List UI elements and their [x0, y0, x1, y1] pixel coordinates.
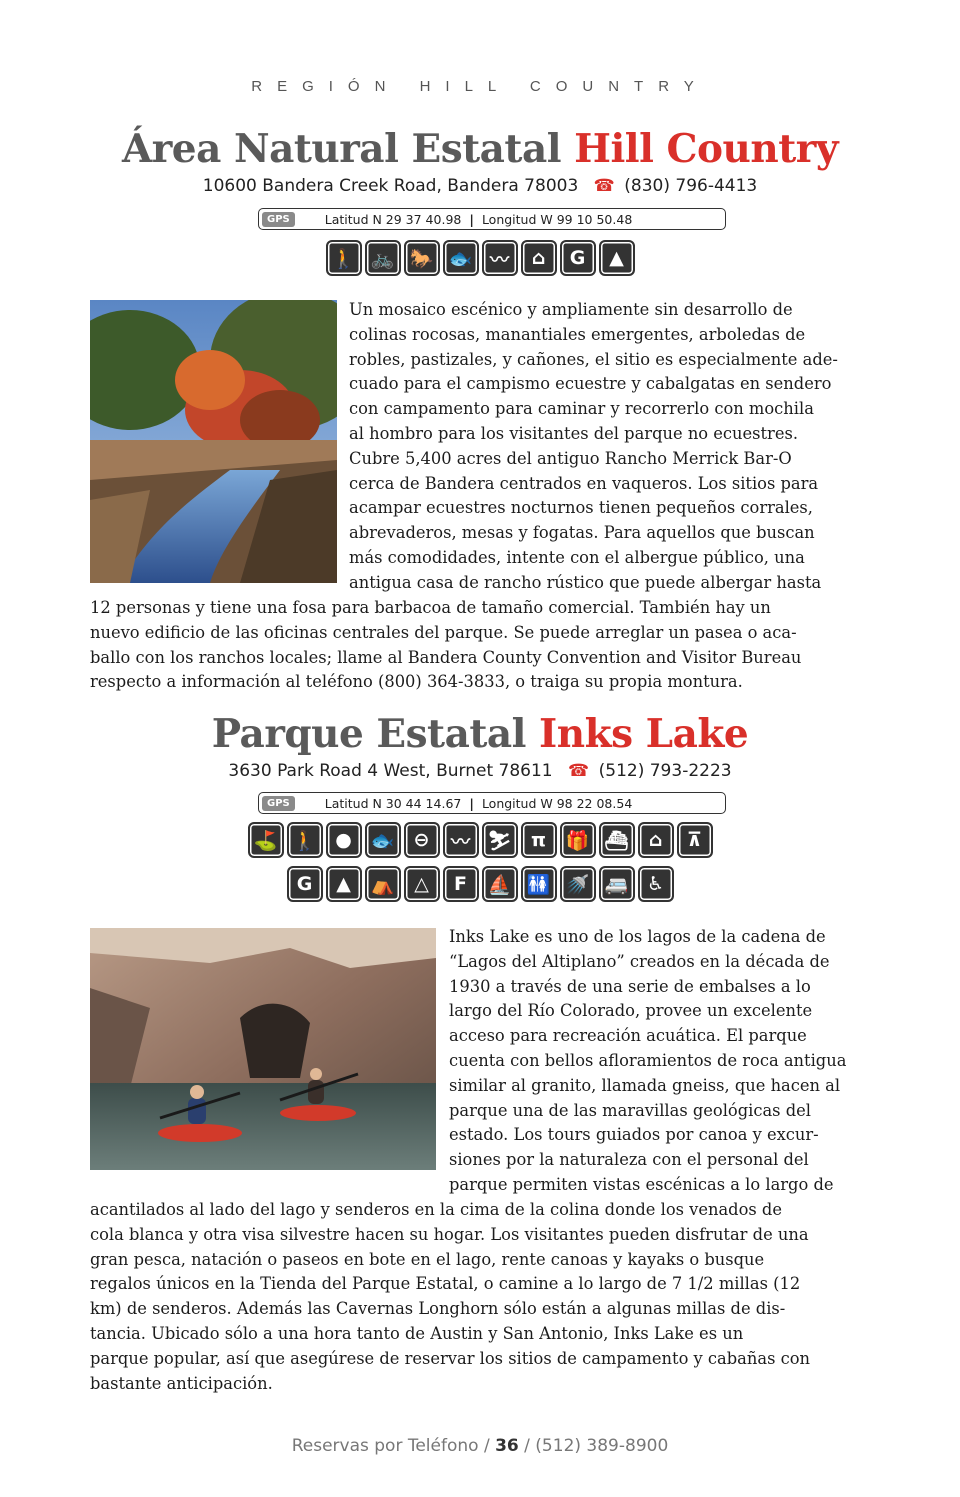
- text-line: largo del Río Colorado, provee un excelente: [449, 1001, 813, 1021]
- text-line: parque popular, así que asegúrese de reservar los sitios de campamento y cabañas con: [90, 1348, 811, 1368]
- park1-address: 10600 Bandera Creek Road, Bandera 78003: [202, 176, 579, 196]
- park2-amenities-row2: [0, 866, 960, 902]
- park1-title-main: Área Natural Estatal: [122, 126, 562, 172]
- footer-phone: / (512) 389-8900: [524, 1436, 669, 1456]
- text-line: cerca de Bandera centrados en vaqueros. Los sitios para: [349, 473, 819, 493]
- primitive-camping-icon: ▲: [599, 240, 635, 276]
- boat-ramp-icon: ⊖: [404, 822, 440, 858]
- text-line: siones por la naturaleza con el personal del: [449, 1150, 809, 1170]
- page-number: 36: [495, 1436, 519, 1456]
- park1-latitude: Latitud N 29 37 40.98: [324, 211, 462, 227]
- text-line: acampar ecuestres nocturnos tienen pequeños corrales,: [349, 498, 813, 518]
- equestrian-camping-icon: ⌂: [521, 240, 557, 276]
- phone-icon: ☎: [568, 761, 590, 781]
- park1-photo: [90, 300, 337, 583]
- text-line: acantilados al lado del lago y senderos en la cima de la colina donde los venados de: [90, 1200, 782, 1219]
- text-line: gran pesca, natación o paseos en bote en el lago, rente canoas y kayaks o busque: [90, 1249, 765, 1269]
- picnic-icon: π: [521, 822, 557, 858]
- park1-title-accent: Hill Country: [574, 126, 838, 172]
- region-header: REGIÓN HILL COUNTRY: [251, 78, 709, 95]
- text-line: Un mosaico escénico y ampliamente sin desarrollo de: [349, 300, 793, 319]
- text-line: ballo con los ranchos locales; llame al Bandera County Convention and Visitor Bureau: [90, 647, 802, 667]
- text-line: más comodidades, intente con el albergue público, una: [349, 547, 805, 567]
- rv-dump-station-icon: 🚐: [599, 866, 635, 902]
- text-line: 1930 a través de una serie de embalses a lo: [449, 976, 811, 996]
- park2-latitude: Latitud N 30 44 14.67: [324, 795, 462, 811]
- text-line: colinas rocosas, manantiales emergentes, arboledas de: [349, 324, 806, 344]
- text-line: antigua casa de rancho rústico que puede albergar hasta: [349, 572, 822, 592]
- showers-icon: 🚿: [560, 866, 596, 902]
- text-line: cuenta con bellos afloramientos de roca antigua: [449, 1050, 847, 1070]
- phone-icon: ☎: [593, 176, 615, 196]
- restrooms-icon: 🚻: [521, 866, 557, 902]
- text-line: acceso para recreación acuática. El parque: [449, 1026, 807, 1046]
- text-line: abrevaderos, mesas y fogatas. Para aquellos que buscan: [349, 523, 815, 543]
- page-footer: [0, 1436, 960, 1456]
- golf-icon: ⛳: [248, 822, 284, 858]
- park2-gps-bar: GPS Latitud N 30 44 14.67 | Longitud W 98 22 08.54: [258, 792, 726, 814]
- water-skiing-icon: ⛷: [482, 822, 518, 858]
- park2-title: [0, 711, 960, 757]
- text-line: parque una de las maravillas geológicas del: [449, 1100, 811, 1120]
- park1-gps-bar: GPS Latitud N 29 37 40.98 | Longitud W 99 10 50.48: [258, 208, 726, 230]
- park1-text-block-2: [90, 596, 801, 695]
- gift-shop-icon: 🎁: [560, 822, 596, 858]
- text-line: km) de senderos. Además las Cavernas Longhorn sólo están a algunas millas de dis-: [90, 1299, 786, 1319]
- group-picnic-icon: ⊼: [677, 822, 713, 858]
- park2-title-main: Parque Estatal: [211, 711, 526, 757]
- park2-text-block-1: [449, 925, 846, 1198]
- hiking-icon: 🚶: [287, 822, 323, 858]
- park1-title: [0, 126, 960, 172]
- footer-prefix: Reservas por Teléfono /: [291, 1436, 490, 1456]
- canoe-rental-icon: ⛵: [482, 866, 518, 902]
- primitive-camping-icon: ▲: [326, 866, 362, 902]
- horseback-riding-icon: 🐎: [404, 240, 440, 276]
- park2-amenities-row1: [0, 822, 960, 858]
- gps-icon: GPS: [262, 212, 295, 227]
- park1-address-line: [0, 176, 960, 196]
- text-line: parque permiten vistas escénicas a lo largo de: [449, 1174, 834, 1194]
- park2-address-line: [0, 761, 960, 781]
- text-line: cuado para el campismo ecuestre y cabalgatas en sendero: [349, 374, 832, 394]
- walk-in-camping-icon: △: [404, 866, 440, 902]
- group-lodge-icon: G: [287, 866, 323, 902]
- text-line: con campamento para caminar y recorrerlo con mochila: [349, 399, 814, 419]
- park2-address: 3630 Park Road 4 West, Burnet 78611: [228, 761, 553, 781]
- geocaching-icon: ●: [326, 822, 362, 858]
- text-line: regalos únicos en la Tienda del Parque Estatal, o camine a lo largo de 7 1/2 millas (12: [90, 1274, 801, 1294]
- fishing-icon: 🐟: [443, 240, 479, 276]
- park1-text-block-1: [349, 298, 838, 596]
- text-line: cola blanca y otra visa silvestre hacen su hogar. Los visitantes pueden disfrutar de una: [90, 1224, 809, 1244]
- biking-icon: 🚲: [365, 240, 401, 276]
- park1-amenities: [0, 240, 960, 276]
- swimming-icon: 〰: [443, 822, 479, 858]
- park2-text-block-2: [90, 1198, 810, 1396]
- park1-phone: (830) 796-4413: [624, 176, 758, 196]
- text-line: estado. Los tours guiados por canoa y excur-: [449, 1125, 819, 1145]
- text-line: tancia. Ubicado sólo a una hora tanto de Austin y San Antonio, Inks Lake es un: [90, 1323, 744, 1343]
- text-line: robles, pastizales, y cañones, el sitio es especialmente ade-: [349, 349, 838, 369]
- park2-title-accent: Inks Lake: [539, 711, 749, 757]
- text-line: similar al granito, llamada gneiss, que hacen al: [449, 1075, 841, 1095]
- park2-phone: (512) 793-2223: [598, 761, 732, 781]
- text-line: respecto a información al teléfono (800) 364-3833, o traiga su propia montura.: [90, 672, 743, 692]
- gps-icon: GPS: [262, 796, 295, 811]
- accessible-icon: ♿: [638, 866, 674, 902]
- text-line: nuevo edificio de las oficinas centrales del parque. Se puede arreglar un pasea o aca-: [90, 622, 797, 642]
- text-line: Inks Lake es uno de los lagos de la cadena de: [449, 927, 826, 946]
- park2-photo: [90, 928, 436, 1170]
- text-line: al hombro para los visitantes del parque no ecuestres.: [349, 423, 798, 443]
- text-line: Cubre 5,400 acres del antiguo Rancho Merrick Bar-O: [349, 448, 792, 468]
- swimming-icon: 〰: [482, 240, 518, 276]
- text-line: 12 personas y tiene una fosa para barbacoa de tamaño comercial. También hay un: [90, 598, 771, 617]
- text-line: bastante anticipación.: [90, 1373, 273, 1393]
- park1-longitude: Longitud W 99 10 50.48: [481, 211, 633, 227]
- park-store-icon: F: [443, 866, 479, 902]
- screened-shelter-icon: ⌂: [638, 822, 674, 858]
- group-lodge-icon: G: [560, 240, 596, 276]
- boating-icon: ⛴: [599, 822, 635, 858]
- tent-camping-icon: ⛺: [365, 866, 401, 902]
- text-line: “Lagos del Altiplano” creados en la década de: [449, 951, 830, 971]
- park2-longitude: Longitud W 98 22 08.54: [481, 795, 633, 811]
- fishing-icon: 🐟: [365, 822, 401, 858]
- hiking-icon: 🚶: [326, 240, 362, 276]
